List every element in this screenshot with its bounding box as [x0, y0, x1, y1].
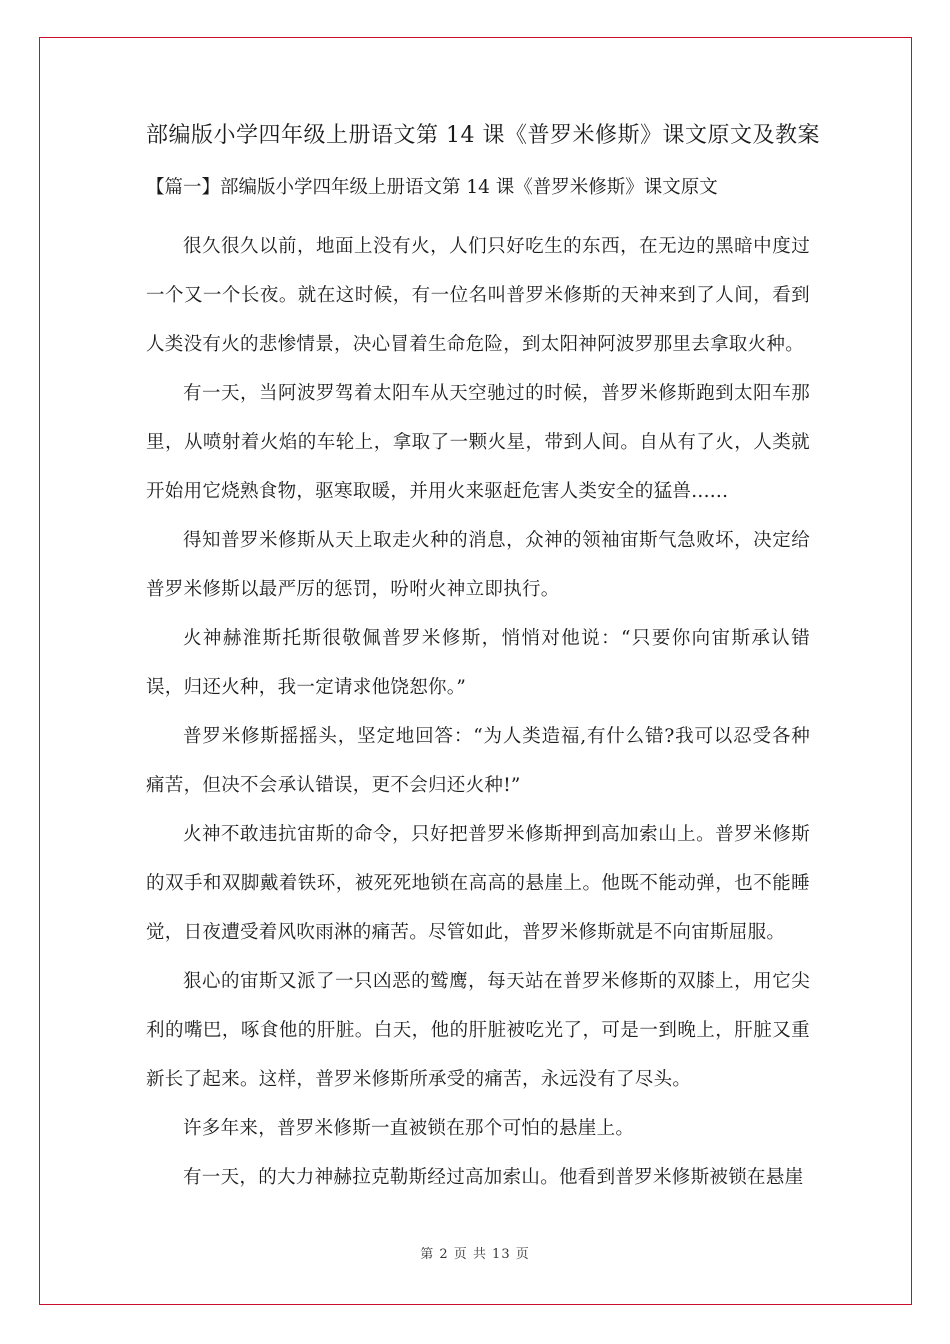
paragraph-5: 普罗米修斯摇摇头，坚定地回答：“为人类造福,有什么错?我可以忍受各种痛苦，但决不会承认错误，更不会归还火种!” — [146, 726, 810, 796]
paragraph-4: 火神赫淮斯托斯很敬佩普罗米修斯，悄悄对他说：“只要你向宙斯承认错误，归还火种，我一定请求他饶恕你。” — [146, 628, 810, 698]
article-body — [146, 222, 810, 1202]
paragraph-7: 狠心的宙斯又派了一只凶恶的鹫鹰，每天站在普罗米修斯的双膝上，用它尖利的嘴巴，啄食他的肝脏。白天，他的肝脏被吃光了，可是一到晚上，肝脏又重新长了起来。这样，普罗米修斯所承受的痛苦，永远没有了尽头。 — [146, 971, 810, 1090]
paragraph-9: 有一天，的大力神赫拉克勒斯经过高加索山。他看到普罗米修斯被锁在悬崖 — [183, 1167, 804, 1188]
paragraph-1: 很久很久以前，地面上没有火，人们只好吃生的东西，在无边的黑暗中度过一个又一个长夜。就在这时候，有一位名叫普罗米修斯的天神来到了人间，看到人类没有火的悲惨情景，决心冒着生命危险，到太阳神阿波罗那里去拿取火种。 — [146, 236, 810, 355]
paragraph-3: 得知普罗米修斯从天上取走火种的消息，众神的领袖宙斯气急败坏，决定给普罗米修斯以最严厉的惩罚，吩咐火神立即执行。 — [146, 530, 810, 600]
paragraph-6: 火神不敢违抗宙斯的命令，只好把普罗米修斯押到高加索山上。普罗米修斯的双手和双脚戴着铁环，被死死地锁在高高的悬崖上。他既不能动弹，也不能睡觉，日夜遭受着风吹雨淋的痛苦。尽管如此，普罗米修斯就是不向宙斯屈服。 — [146, 824, 810, 943]
paragraph-2: 有一天，当阿波罗驾着太阳车从天空驰过的时候，普罗米修斯跑到太阳车那里，从喷射着火焰的车轮上，拿取了一颗火星，带到人间。自从有了火，人类就开始用它烧熟食物，驱寒取暖，并用火来驱赶危害人类安全的猛兽...... — [146, 383, 810, 502]
page-number-footer: 第 2 页 共 13 页 — [420, 1247, 530, 1262]
document-title: 部编版小学四年级上册语文第 14 课《普罗米修斯》课文原文及教案 — [146, 123, 820, 148]
section-heading: 【篇一】部编版小学四年级上册语文第 14 课《普罗米修斯》课文原文 — [146, 177, 718, 198]
paragraph-8: 许多年来，普罗米修斯一直被锁在那个可怕的悬崖上。 — [183, 1118, 635, 1139]
